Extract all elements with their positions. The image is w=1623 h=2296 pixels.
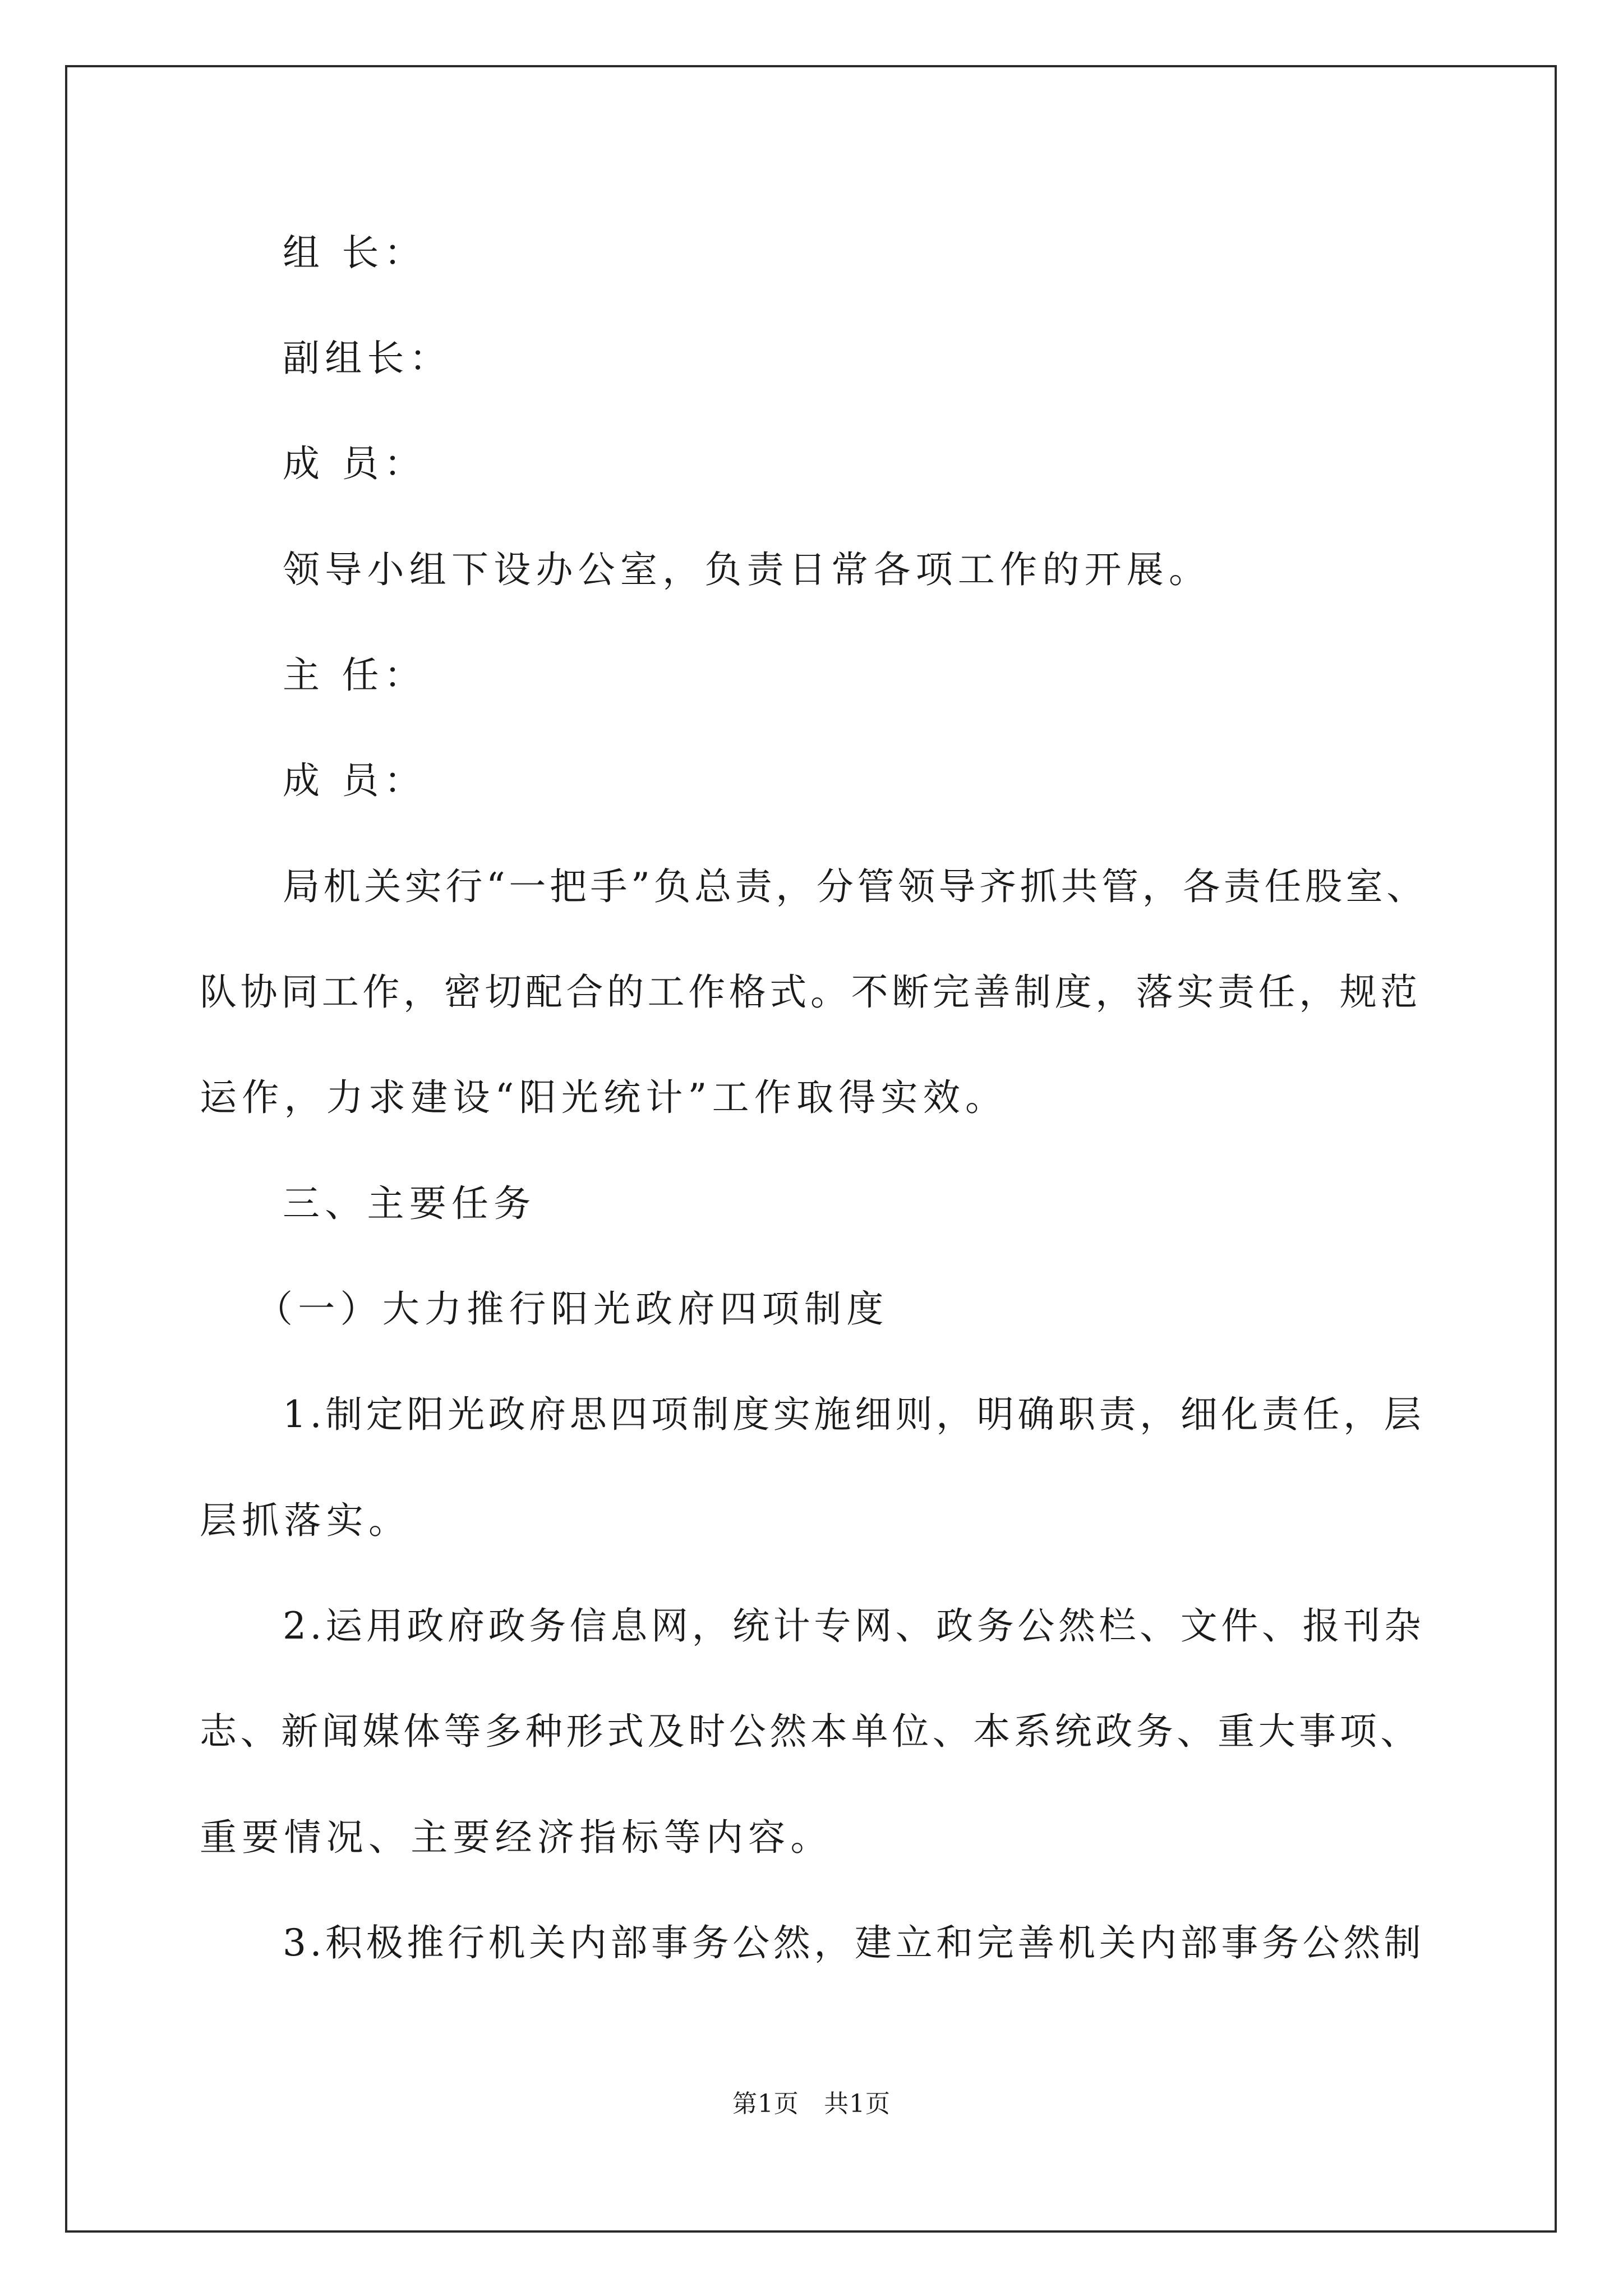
page-border xyxy=(65,65,1557,2233)
paragraph-line: 重要情况、主要经济指标等内容。 xyxy=(200,1816,833,1859)
paragraph-line: 志、新闻媒体等多种形式及时公然本单位、本系统政务、重大事项、 xyxy=(200,1710,1421,1753)
paragraph-line: 运作，力求建设“阳光统计”工作取得实效。 xyxy=(200,1076,1008,1119)
paragraph-line: 主 任： xyxy=(283,654,426,697)
subsection-heading: （一）大力推行阳光政府四项制度 xyxy=(256,1287,889,1331)
paragraph-line: 领导小组下设办公室，负责日常各项工作的开展。 xyxy=(283,548,1211,591)
paragraph-line: 3.积极推行机关内部事务公然，建立和完善机关内部事务公然制 xyxy=(283,1921,1425,1964)
paragraph-line: 2.运用政府政务信息网，统计专网、政务公然栏、文件、报刊杂 xyxy=(283,1604,1425,1648)
paragraph-line: 成 员： xyxy=(283,759,426,802)
paragraph-line: 副组长： xyxy=(283,337,451,380)
page-number: 第1页 xyxy=(732,2090,799,2118)
paragraph-line: 层抓落实。 xyxy=(200,1499,411,1542)
paragraph-line: 组 长： xyxy=(283,231,426,274)
paragraph-line: 1.制定阳光政府思四项制度实施细则，明确职责，细化责任，层 xyxy=(283,1393,1425,1436)
paragraph-line: 队协同工作，密切配合的工作格式。不断完善制度，落实责任，规范 xyxy=(200,970,1421,1014)
paragraph-line: 局机关实行“一把手”负总责，分管领导齐抓共管，各责任股室、 xyxy=(283,865,1427,908)
section-heading: 三、主要任务 xyxy=(283,1182,536,1225)
page-total: 共1页 xyxy=(824,2090,891,2118)
paragraph-line: 成 员： xyxy=(283,442,426,485)
page-footer xyxy=(0,2092,1623,2116)
